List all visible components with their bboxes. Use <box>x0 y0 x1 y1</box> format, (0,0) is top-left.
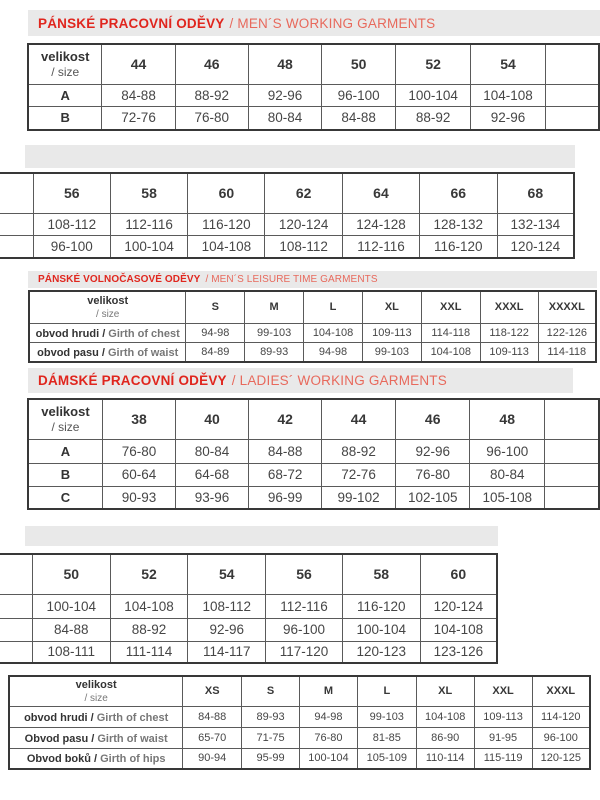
value-cell: 81-85 <box>357 727 416 748</box>
size-column-header: S <box>186 291 245 323</box>
value-cell: 94-98 <box>304 342 363 362</box>
value-cell: 100-104 <box>299 748 357 769</box>
value-cell: 64-68 <box>176 463 249 486</box>
value-cell: 99-102 <box>322 486 396 509</box>
value-cell: 68-72 <box>249 463 322 486</box>
row-label-english: Girth of hips <box>100 753 166 766</box>
size-header-cell <box>28 44 102 84</box>
size-label-en: / size <box>51 419 80 434</box>
value-cell: 84-88 <box>32 618 110 641</box>
value-cell: 72-76 <box>322 463 396 486</box>
size-column-header: XXL <box>474 676 532 706</box>
value-cell: 120-124 <box>420 594 497 618</box>
size-column-header: XXL <box>421 291 480 323</box>
value-cell: 76-80 <box>175 106 248 130</box>
table-mens-sizes-44-54 <box>27 43 600 135</box>
value-cell: 109-113 <box>474 706 532 727</box>
size-header-cell <box>28 399 102 439</box>
size-column-header: 48 <box>248 44 321 84</box>
measurement-row-label <box>9 748 183 769</box>
value-cell: 92-96 <box>471 106 546 130</box>
row-label: A <box>28 439 102 463</box>
value-cell: 88-92 <box>110 618 188 641</box>
value-cell: 80-84 <box>248 106 321 130</box>
value-cell: 104-108 <box>110 594 188 618</box>
measurement-row-label <box>29 323 186 342</box>
value-cell: 128-132 <box>419 213 497 235</box>
row-label: B <box>28 463 102 486</box>
value-cell: 100-104 <box>110 235 188 258</box>
title-english: / MEN´S LEISURE TIME GARMENTS <box>205 274 378 285</box>
value-cell: 120-124 <box>265 213 343 235</box>
size-column-header: 66 <box>419 173 497 213</box>
value-cell-cut <box>545 106 599 130</box>
value-cell: 116-120 <box>188 213 265 235</box>
value-cell: 122-126 <box>538 323 596 342</box>
row-label-czech: obvod hrudi / <box>35 327 106 340</box>
size-column-header: 64 <box>343 173 420 213</box>
value-cell: 109-113 <box>362 323 421 342</box>
value-cell: 104-108 <box>304 323 363 342</box>
size-column-header: 50 <box>322 44 396 84</box>
row-label: A <box>28 84 102 106</box>
size-column-header-cut <box>544 399 599 439</box>
value-cell: 84-88 <box>183 706 242 727</box>
table-mens-sizes-56-68 <box>0 172 575 264</box>
value-cell: 60-64 <box>102 463 175 486</box>
size-column-header: M <box>299 676 357 706</box>
value-cell: 114-118 <box>538 342 596 362</box>
table-ladies-sizes-50-60 <box>0 553 498 669</box>
size-column-header: XXXL <box>532 676 590 706</box>
value-cell: 99-103 <box>245 323 304 342</box>
size-column-header: 56 <box>266 554 343 594</box>
size-column-header: 46 <box>175 44 248 84</box>
value-cell: 114-118 <box>421 323 480 342</box>
row-label: B <box>28 106 102 130</box>
value-cell: 71-75 <box>242 727 300 748</box>
value-cell: 65-70 <box>183 727 242 748</box>
value-cell: 99-103 <box>362 342 421 362</box>
size-column-header: 42 <box>249 399 322 439</box>
value-cell: 92-96 <box>248 84 321 106</box>
size-column-header: 46 <box>395 399 470 439</box>
value-cell: 76-80 <box>102 439 175 463</box>
value-cell: 105-109 <box>357 748 416 769</box>
value-cell: 120-125 <box>532 748 590 769</box>
size-column-header: 54 <box>188 554 266 594</box>
table-ladies-sizes-38-48 <box>27 398 600 516</box>
value-cell: 132-134 <box>497 213 574 235</box>
value-cell: 108-111 <box>32 641 110 663</box>
value-cell: 114-117 <box>188 641 266 663</box>
size-column-header: 62 <box>265 173 343 213</box>
value-cell: 104-108 <box>188 235 265 258</box>
size-column-header-cut <box>545 44 599 84</box>
size-column-header: 60 <box>420 554 497 594</box>
value-cell: 92-96 <box>395 439 470 463</box>
value-cell: 96-100 <box>266 618 343 641</box>
row-label-czech: obvod pasu / <box>37 346 105 359</box>
measurement-row-label <box>9 706 183 727</box>
section-title-ladies-working <box>28 368 573 393</box>
value-cell: 117-120 <box>266 641 343 663</box>
size-column-header: L <box>357 676 416 706</box>
value-cell: 86-90 <box>416 727 474 748</box>
row-label-cut <box>0 594 32 618</box>
title-czech: DÁMSKÉ PRACOVNÍ ODĚVY <box>38 373 227 388</box>
size-column-header: 54 <box>471 44 546 84</box>
size-column-header: 44 <box>102 44 175 84</box>
value-cell-cut <box>545 84 599 106</box>
value-cell: 108-112 <box>188 594 266 618</box>
row-label-cut <box>0 213 33 235</box>
value-cell: 84-88 <box>322 106 396 130</box>
size-column-header: XL <box>416 676 474 706</box>
size-label: velikost <box>41 48 90 64</box>
value-cell: 89-93 <box>245 342 304 362</box>
row-label-czech: obvod hrudi / <box>24 711 94 724</box>
value-cell: 89-93 <box>242 706 300 727</box>
value-cell: 114-120 <box>532 706 590 727</box>
measurement-row-label <box>29 342 186 362</box>
value-cell: 95-99 <box>242 748 300 769</box>
value-cell-cut <box>544 463 599 486</box>
value-cell: 104-108 <box>420 618 497 641</box>
value-cell: 110-114 <box>416 748 474 769</box>
value-cell: 88-92 <box>322 439 396 463</box>
size-header-cell <box>9 676 183 706</box>
value-cell: 124-128 <box>343 213 420 235</box>
row-label-cut <box>0 554 32 594</box>
size-column-header: XS <box>183 676 242 706</box>
size-label: velikost <box>87 295 129 308</box>
size-column-header: 48 <box>470 399 545 439</box>
value-cell: 88-92 <box>175 84 248 106</box>
value-cell: 120-124 <box>497 235 574 258</box>
size-column-header: S <box>242 676 300 706</box>
title-czech: PÁNSKÉ VOLNOČASOVÉ ODĚVY <box>38 274 201 285</box>
value-cell: 96-100 <box>532 727 590 748</box>
value-cell: 80-84 <box>470 463 545 486</box>
value-cell: 76-80 <box>395 463 470 486</box>
value-cell: 109-113 <box>480 342 538 362</box>
value-cell: 90-93 <box>102 486 175 509</box>
size-column-header: XL <box>362 291 421 323</box>
title-english: / LADIES´ WORKING GARMENTS <box>231 373 447 388</box>
value-cell: 102-105 <box>395 486 470 509</box>
value-cell: 108-112 <box>265 235 343 258</box>
separator-bar <box>25 526 498 546</box>
value-cell: 96-100 <box>470 439 545 463</box>
value-cell: 108-112 <box>33 213 110 235</box>
size-label-en: / size <box>51 64 80 79</box>
row-label: C <box>28 486 102 509</box>
value-cell: 118-122 <box>480 323 538 342</box>
value-cell: 80-84 <box>176 439 249 463</box>
size-header-cell <box>29 291 186 323</box>
size-column-header: XXXL <box>480 291 538 323</box>
size-label: velikost <box>41 403 90 419</box>
value-cell: 112-116 <box>343 235 420 258</box>
value-cell: 99-103 <box>357 706 416 727</box>
value-cell: 100-104 <box>396 84 471 106</box>
size-column-header: 52 <box>396 44 471 84</box>
row-label-english: Girth of chest <box>96 711 169 724</box>
value-cell: 104-108 <box>421 342 480 362</box>
size-column-header: 60 <box>188 173 265 213</box>
size-column-header: 52 <box>110 554 188 594</box>
value-cell: 104-108 <box>416 706 474 727</box>
size-column-header: 56 <box>33 173 110 213</box>
value-cell: 111-114 <box>110 641 188 663</box>
row-label-english: Girth of chest <box>108 327 180 340</box>
value-cell: 92-96 <box>188 618 266 641</box>
value-cell: 100-104 <box>32 594 110 618</box>
title-english: / MEN´S WORKING GARMENTS <box>229 15 436 31</box>
title-czech: PÁNSKÉ PRACOVNÍ ODĚVY <box>38 15 225 31</box>
size-column-header: 38 <box>102 399 175 439</box>
value-cell: 91-95 <box>474 727 532 748</box>
size-label: velikost <box>75 679 117 692</box>
size-column-header: 68 <box>497 173 574 213</box>
value-cell: 112-116 <box>110 213 188 235</box>
size-column-header: L <box>304 291 363 323</box>
value-cell: 112-116 <box>266 594 343 618</box>
value-cell: 116-120 <box>342 594 420 618</box>
value-cell: 116-120 <box>419 235 497 258</box>
size-label-en: / size <box>84 692 108 704</box>
value-cell: 84-88 <box>102 84 175 106</box>
size-column-header: 50 <box>32 554 110 594</box>
table-ladies-measurements <box>8 675 591 770</box>
value-cell: 76-80 <box>299 727 357 748</box>
size-column-header: 44 <box>322 399 396 439</box>
section-title-mens-working <box>28 10 600 36</box>
value-cell: 96-99 <box>249 486 322 509</box>
value-cell: 120-123 <box>342 641 420 663</box>
row-label-cut <box>0 618 32 641</box>
size-column-header: 40 <box>176 399 249 439</box>
value-cell: 94-98 <box>186 323 245 342</box>
section-title-mens-leisure <box>28 271 597 288</box>
size-column-header: XXXXL <box>538 291 596 323</box>
value-cell: 104-108 <box>471 84 546 106</box>
row-label-english: Girth of waist <box>97 732 168 745</box>
size-column-header: 58 <box>342 554 420 594</box>
value-cell: 90-94 <box>183 748 242 769</box>
value-cell-cut <box>544 486 599 509</box>
value-cell: 100-104 <box>342 618 420 641</box>
value-cell: 84-89 <box>186 342 245 362</box>
size-label-en: / size <box>96 308 120 320</box>
value-cell: 93-96 <box>176 486 249 509</box>
row-label-czech: Obvod pasu / <box>24 732 95 745</box>
measurement-row-label <box>9 727 183 748</box>
table-mens-leisure <box>28 290 597 363</box>
separator-bar <box>25 145 575 168</box>
row-label-english: Girth of waist <box>107 346 179 359</box>
value-cell: 96-100 <box>322 84 396 106</box>
value-cell-cut <box>544 439 599 463</box>
value-cell: 88-92 <box>396 106 471 130</box>
value-cell: 96-100 <box>33 235 110 258</box>
row-label-cut <box>0 641 32 663</box>
row-label-czech: Obvod boků / <box>26 753 98 766</box>
value-cell: 105-108 <box>470 486 545 509</box>
value-cell: 94-98 <box>299 706 357 727</box>
row-label-cut <box>0 173 33 213</box>
size-column-header: 58 <box>110 173 188 213</box>
value-cell: 115-119 <box>474 748 532 769</box>
value-cell: 123-126 <box>420 641 497 663</box>
size-column-header: M <box>245 291 304 323</box>
value-cell: 84-88 <box>249 439 322 463</box>
value-cell: 72-76 <box>102 106 175 130</box>
row-label-cut <box>0 235 33 258</box>
